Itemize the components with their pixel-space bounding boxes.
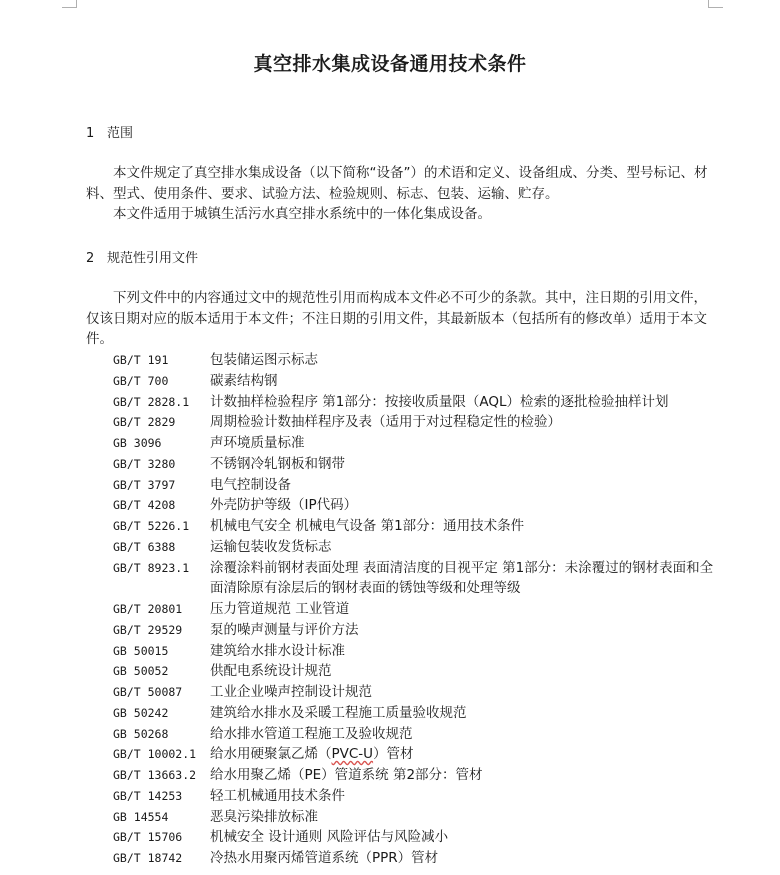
- reference-code: GB/T 13663.2: [113, 768, 197, 782]
- reference-code: GB/T 8923.1: [113, 560, 190, 575]
- reference-name: 运输包装收发货标志: [210, 538, 332, 555]
- reference-item: [113, 412, 723, 433]
- reference-name: 给水用聚乙烯（PE）管道系统 第2部分：管材: [210, 767, 483, 783]
- reference-name: 碳素结构钢: [210, 372, 278, 389]
- reference-name: 包装储运图示标志: [210, 352, 318, 368]
- reference-code: GB 3096: [113, 436, 162, 450]
- page-corner-mark-right: [708, 0, 723, 8]
- reference-item: [113, 475, 723, 496]
- reference-item: [113, 620, 723, 641]
- reference-name: 供配电系统设计规范: [210, 663, 332, 680]
- reference-name: 机械安全 设计通则 风险评估与风险减小: [210, 829, 449, 846]
- reference-item: [113, 786, 723, 807]
- reference-code: GB 14554: [113, 809, 169, 824]
- scope-paragraph-1: 本文件规定了真空排水集成设备（以下简称“设备”）的术语和定义、设备组成、分类、型号标记、材料、型式、使用条件、要求、试验方法、检验规则、标志、包装、运输、贮存。: [86, 165, 708, 202]
- reference-code: GB 50268: [113, 726, 169, 741]
- reference-name: 涂覆涂料前钢材表面处理 表面清洁度的目视平定 第1部分：未涂覆过的钢材表面和全面清除原有涂层后的钢材表面的锈蚀等级和处理等级: [210, 559, 714, 597]
- references-intro-paragraph: 下列文件中的内容通过文中的规范性引用而构成本文件必不可少的条款。其中，注日期的引用文件，仅该日期对应的版本适用于本文件；不注日期的引用文件，其最新版本（包括所有的修改单）适用于本文件。: [86, 290, 707, 347]
- reference-code: GB/T 3797: [113, 477, 176, 492]
- reference-code: GB/T 2829: [113, 415, 176, 430]
- reference-name: 冷热水用聚丙烯管道系统（PPR）管材: [210, 850, 439, 866]
- reference-code: GB/T 29529: [113, 622, 183, 637]
- reference-item: [113, 537, 723, 558]
- reference-name: 恶臭污染排放标准: [210, 808, 318, 825]
- reference-name: 泵的噪声测量与评价方法: [210, 621, 359, 638]
- scope-paragraph-2: 本文件适用于城镇生活污水真空排水系统中的一体化集成设备。: [113, 206, 491, 222]
- section-title: 范围: [107, 126, 134, 141]
- reference-code: GB/T 10002.1: [113, 747, 197, 762]
- reference-item: [113, 371, 723, 392]
- reference-code: GB/T 14253: [113, 788, 183, 803]
- reference-item: [113, 682, 723, 703]
- reference-name: 外壳防护等级（IP代码）: [210, 497, 358, 514]
- section-number: 1: [86, 126, 95, 141]
- reference-name: 建筑给水排水设计标准: [210, 642, 345, 659]
- reference-name: 不锈钢冷轧钢板和钢带: [210, 455, 345, 472]
- reference-code: GB/T 20801: [113, 602, 183, 616]
- reference-item: [113, 661, 723, 682]
- reference-item: [113, 599, 723, 620]
- reference-item: [113, 703, 723, 724]
- reference-list: [113, 350, 723, 869]
- reference-item: [113, 641, 723, 662]
- reference-item: [113, 495, 723, 516]
- reference-name: 机械电气安全 机械电气设备 第1部分：通用技术条件: [210, 518, 525, 534]
- reference-name-part: ）管材: [373, 746, 414, 763]
- reference-name: 压力管道规范 工业管道: [210, 601, 350, 617]
- reference-item: [113, 765, 723, 786]
- reference-name: 轻工机械通用技术条件: [210, 787, 345, 804]
- reference-name: 电气控制设备: [210, 476, 291, 493]
- reference-code: GB/T 15706: [113, 830, 183, 845]
- reference-name: 建筑给水排水及采暖工程施工质量验收规范: [210, 704, 467, 721]
- reference-code: GB/T 50087: [113, 685, 183, 699]
- reference-code: GB 50242: [113, 705, 169, 720]
- reference-code: GB/T 191: [113, 353, 169, 367]
- spellcheck-marked-text: PVC-U: [331, 746, 374, 763]
- reference-item: [113, 744, 723, 765]
- section-title: 规范性引用文件: [107, 251, 199, 266]
- reference-code: GB/T 18742: [113, 851, 183, 865]
- reference-code: GB/T 5226.1: [113, 519, 190, 533]
- reference-code: GB/T 4208: [113, 498, 176, 513]
- reference-name: 工业企业噪声控制设计规范: [210, 684, 372, 700]
- reference-item: [113, 724, 723, 745]
- reference-name: 给水排水管道工程施工及验收规范: [210, 725, 413, 742]
- section-number: 2: [86, 251, 95, 266]
- reference-name: 计数抽样检验程序 第1部分：按接收质量限（AQL）检索的逐批检验抽样计划: [210, 393, 669, 410]
- document-title: 真空排水集成设备通用技术条件: [253, 53, 527, 75]
- reference-code: GB/T 700: [113, 373, 169, 388]
- section-heading-normative-references: [86, 247, 198, 266]
- reference-code: GB 50015: [113, 643, 169, 658]
- reference-code: GB/T 6388: [113, 539, 176, 554]
- reference-item: [113, 848, 723, 869]
- reference-code: GB/T 2828.1: [113, 394, 190, 409]
- reference-code: GB 50052: [113, 664, 169, 679]
- reference-item: [113, 827, 723, 848]
- reference-item: [113, 433, 723, 454]
- reference-name: 声环境质量标准: [210, 435, 305, 451]
- reference-item: [113, 807, 723, 828]
- reference-item: [113, 350, 723, 371]
- section-heading-scope: [86, 122, 133, 141]
- reference-item: [113, 454, 723, 475]
- reference-name: 周期检验计数抽样程序及表（适用于对过程稳定性的检验）: [210, 414, 561, 431]
- reference-name-part: 给水用硬聚氯乙烯（: [210, 746, 332, 763]
- reference-item: [113, 516, 723, 537]
- reference-name: [210, 744, 723, 765]
- reference-item: [113, 392, 723, 413]
- reference-code: GB/T 3280: [113, 456, 176, 471]
- reference-item: [113, 558, 723, 600]
- page-corner-mark-left: [62, 0, 77, 8]
